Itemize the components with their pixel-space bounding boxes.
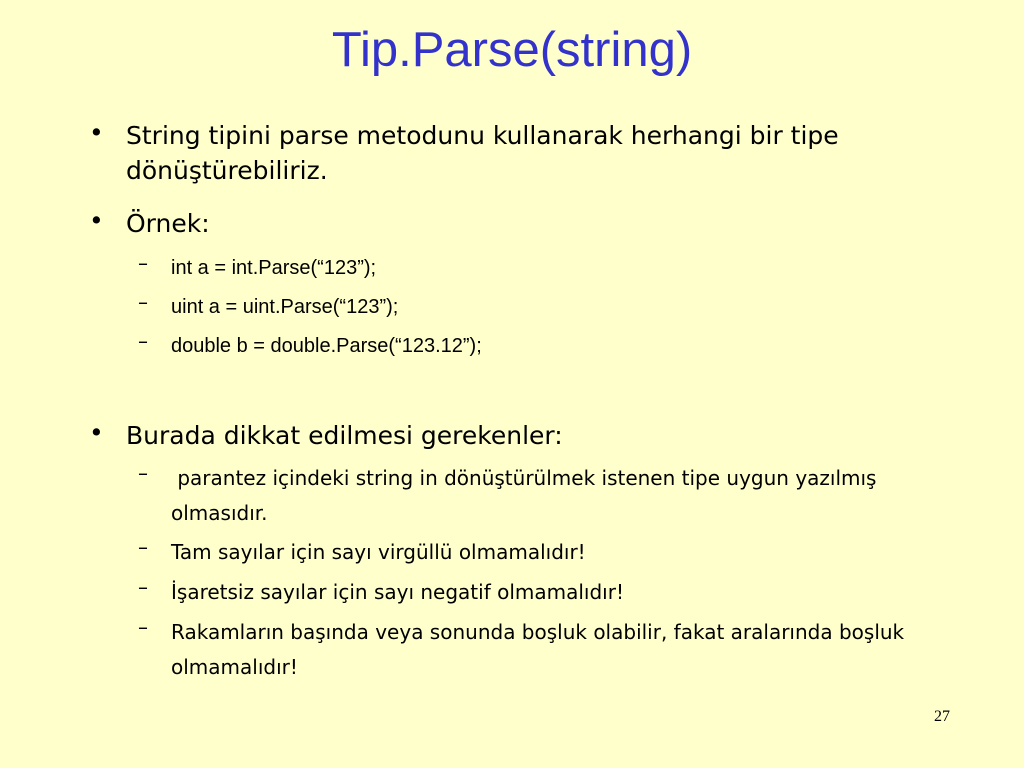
code-example: int a = int.Parse(“123”); — [171, 257, 377, 279]
dash-marker: – — [138, 290, 148, 314]
dash-marker: – — [138, 535, 148, 559]
dash-marker: – — [138, 329, 148, 353]
dash-marker: – — [138, 615, 148, 639]
sub-bullet-unsigned-rule — [138, 575, 911, 610]
sub-bullet-text: Rakamların başında veya sonunda boşluk olabilir, fakat aralarında boşluk olmamalıdır! — [171, 620, 905, 679]
sub-bullet-double-parse — [138, 329, 911, 364]
bullet-marker: • — [89, 206, 104, 235]
bullet-item-parse-description — [89, 118, 906, 188]
sub-bullet-text: Tam sayılar için sayı virgüllü olmamalıdır! — [171, 540, 586, 564]
bullet-text: String tipini parse metodunu kullanarak herhangi bir tipe dönüştürebiliriz. — [126, 121, 839, 185]
sub-bullet-integer-rule — [138, 535, 911, 570]
slide-title: Tip.Parse(string) — [331, 23, 693, 77]
bullet-text: Örnek: — [126, 209, 210, 238]
code-example: double b = double.Parse(“123.12”); — [171, 335, 482, 357]
code-example: uint a = uint.Parse(“123”); — [171, 296, 399, 318]
bullet-marker: • — [89, 118, 104, 147]
dash-marker: – — [138, 575, 148, 599]
bullet-item-cautions — [89, 418, 906, 453]
bullet-item-example — [89, 206, 906, 241]
sub-bullet-text: İşaretsiz sayılar için sayı negatif olmamalıdır! — [171, 580, 624, 604]
bullet-text: Burada dikkat edilmesi gerekenler: — [126, 421, 563, 450]
sub-bullet-string-format — [138, 461, 911, 531]
page-number: 27 — [934, 708, 950, 725]
sub-bullet-text: parantez içindeki string in dönüştürülmek istenen tipe uygun yazılmış olmasıdır. — [171, 466, 883, 525]
sub-bullet-int-parse — [138, 251, 911, 286]
sub-bullet-whitespace-rule — [138, 615, 911, 685]
dash-marker: – — [138, 461, 148, 485]
sub-bullet-uint-parse — [138, 290, 911, 325]
bullet-marker: • — [89, 418, 104, 447]
dash-marker: – — [138, 251, 148, 275]
